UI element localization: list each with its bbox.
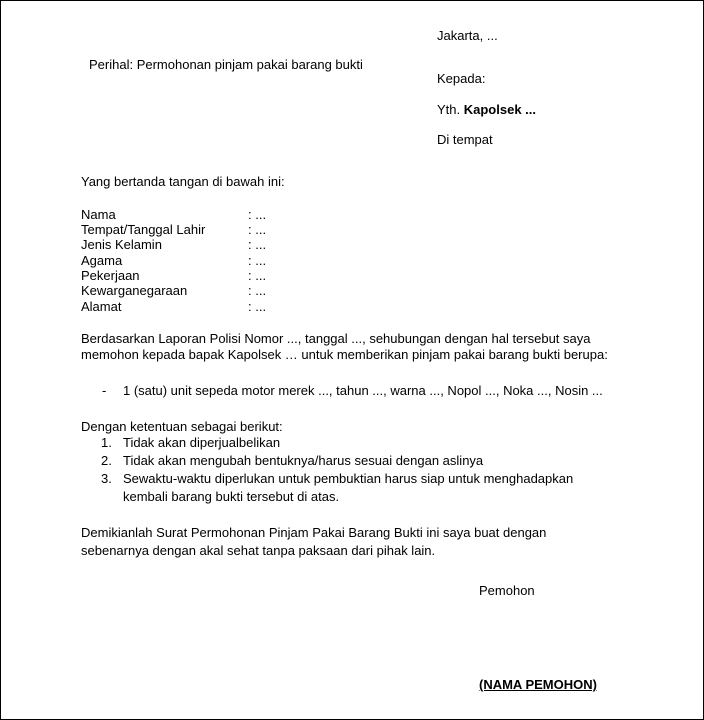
field-value: : ...: [248, 222, 267, 237]
field-value: : ...: [248, 253, 267, 268]
condition-number: 2.: [101, 453, 112, 468]
condition-text: Tidak akan diperjualbelikan: [123, 435, 281, 450]
condition-number: 1.: [101, 435, 112, 450]
condition-text: Sewaktu-waktu diperlukan untuk pembuktian harus siap untuk menghadapkan: [123, 471, 574, 486]
body-paragraph-line: memohon kepada bapak Kapolsek … untuk memberikan pinjam pakai barang bukti berupa:: [81, 347, 608, 362]
recipient-prefix: Yth.: [437, 102, 464, 117]
field-label: Nama: [81, 207, 116, 222]
field-label: Kewarganegaraan: [81, 283, 188, 298]
signer-title: Pemohon: [479, 583, 535, 598]
field-value: : ...: [248, 237, 267, 252]
condition-text: Tidak akan mengubah bentuknya/harus sesuai dengan aslinya: [123, 453, 484, 468]
closing-line: Demikianlah Surat Permohonan Pinjam Pakai Barang Bukti ini saya buat dengan: [81, 525, 547, 540]
field-value: : ...: [248, 283, 267, 298]
condition-number: 3.: [101, 471, 112, 486]
place-date: Jakarta, ...: [437, 28, 498, 43]
field-label: Jenis Kelamin: [81, 237, 162, 252]
signer-name: (NAMA PEMOHON): [479, 677, 597, 692]
bullet-marker: -: [102, 383, 107, 398]
body-paragraph-line: Berdasarkan Laporan Polisi Nomor ..., tanggal ..., sehubungan dengan hal tersebut saya: [81, 331, 591, 346]
field-value: : ...: [248, 299, 267, 314]
field-label: Pekerjaan: [81, 268, 140, 283]
field-label: Agama: [81, 253, 123, 268]
recipient-name: Kapolsek ...: [463, 102, 536, 117]
subject-line: Perihal: Permohonan pinjam pakai barang bukti: [89, 57, 363, 72]
bullet-item: 1 (satu) unit sepeda motor merek ..., tahun ..., warna ..., Nopol ..., Noka ..., Nosin ...: [123, 383, 603, 398]
conditions-intro: Dengan ketentuan sebagai berikut:: [81, 419, 283, 434]
field-value: : ...: [248, 207, 267, 222]
field-label: Alamat: [81, 299, 122, 314]
closing-line: sebenarnya dengan akal sehat tanpa paksaan dari pihak lain.: [81, 543, 436, 558]
field-value: : ...: [248, 268, 267, 283]
condition-text-continued: kembali barang bukti tersebut di atas.: [123, 489, 340, 504]
recipient-place: Di tempat: [437, 132, 493, 147]
to-label: Kepada:: [437, 71, 486, 86]
field-label: Tempat/Tanggal Lahir: [81, 222, 206, 237]
recipient: [437, 102, 536, 117]
intro-text: Yang bertanda tangan di bawah ini:: [81, 174, 285, 189]
